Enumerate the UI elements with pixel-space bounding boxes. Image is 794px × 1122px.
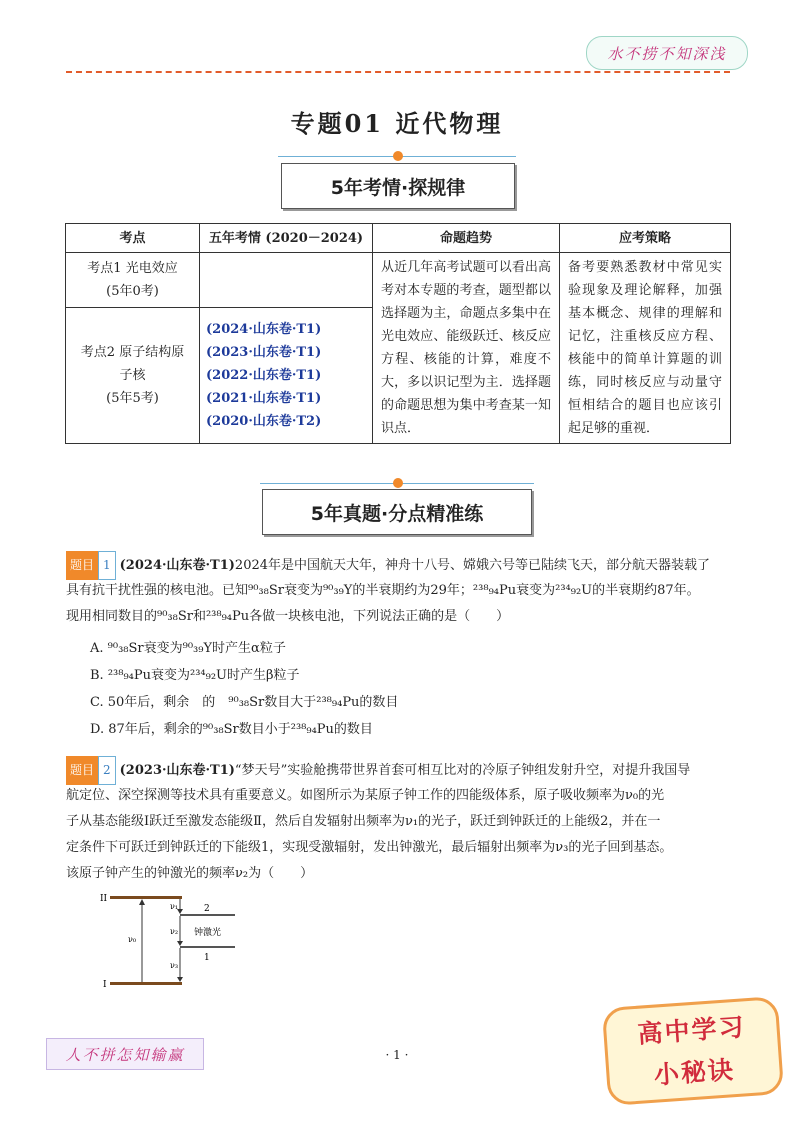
label-v2: ν₂: [170, 927, 179, 936]
table-row: [66, 253, 731, 308]
question-2-line3: 子从基态能级Ⅰ跃迁至激发态能级Ⅱ，然后自发辐射出频率为ν₁的光子，跃迁到钟跃迁的上能级2，并在一: [66, 814, 661, 829]
option-d[interactable]: D. 87年后，剩余的⁹⁰₃₈Sr数目小于²³⁸₉₄Pu的数目: [90, 722, 373, 737]
banner1-dot: [393, 151, 403, 161]
label-v1: ν₁: [170, 902, 179, 911]
option-a[interactable]: A. ⁹⁰₃₈Sr衰变为⁹⁰₃₉Y时产生α粒子: [90, 641, 286, 656]
question-number: 1: [98, 551, 116, 580]
label-v3: ν₃: [170, 961, 179, 970]
topic-count: (5年5考): [106, 391, 159, 406]
question-tag: 题目: [66, 551, 98, 580]
label-level-ii: II: [100, 894, 108, 904]
level-ii-bar: [110, 896, 182, 899]
label-level-1: 1: [204, 953, 210, 963]
topic-cell: [66, 308, 200, 444]
topic-name: 考点2 原子结构原: [80, 345, 185, 360]
refs-cell: [200, 308, 373, 444]
table-header: 考点: [66, 224, 200, 253]
question-text: 2024年是中国航天大年，神舟十八号、嫦娥六号等已陆续飞天，部分航天器装载了: [234, 558, 711, 573]
stamp-line1: 高中学习: [636, 1012, 747, 1049]
exam-ref-link[interactable]: (2022·山东卷·T1): [206, 368, 322, 383]
trend-cell: 从近几年高考试题可以看出高考对本专题的考查，题型都以选择题为主，命题点多集中在光电效应、能级跃迁、核反应方程、核能的计算，难度不大，多以识记型为主．选择题的命题思想为集中考查某一知识点．: [373, 253, 560, 444]
header-divider: [66, 71, 730, 73]
v3-arrowhead: [177, 977, 183, 982]
question-source: (2023·山东卷·T1): [119, 763, 235, 778]
question-text: “梦天号”实验舱携带世界首套可相互比对的冷原子钟组发射升空，对提升我国导: [234, 763, 691, 778]
stamp-line2: 小秘诀: [653, 1055, 736, 1090]
section-banner-2: 5年真题·分点精准练: [262, 489, 532, 535]
question-1-line1: [66, 551, 732, 580]
question-source: (2024·山东卷·T1): [119, 558, 235, 573]
strategy-cell: 备考要熟悉教材中常见实验现象及理论解释，加强基本概念、规律的理解和记忆，注重核反应方程、核能中的简单计算题的训练，同时核反应与动量守恒相结合的题目也应该引起足够的重视．: [560, 253, 731, 444]
exam-ref-link[interactable]: (2021·山东卷·T1): [206, 391, 322, 406]
topic-name-cont: 子核: [119, 368, 146, 383]
question-1-line2: 具有抗干扰性强的核电池。已知⁹⁰₃₈Sr衰变为⁹⁰₃₉Y的半衰期约为29年；²³⁸₉₄Pu衰变为²³⁴₉₂U的半衰期约87年。: [66, 583, 700, 598]
exam-ref-link[interactable]: (2020·山东卷·T2): [206, 414, 322, 429]
v2-arrowhead: [177, 941, 183, 946]
v0-arrowhead: [139, 899, 145, 905]
question-2-line2: 航定位、深空探测等技术具有重要意义。如图所示为某原子钟工作的四能级体系，原子吸收频率为ν₀的光: [66, 788, 665, 803]
table-header-row: [66, 224, 731, 253]
option-c[interactable]: C. 50年后，剩余 的 ⁹⁰₃₈Sr数目大于²³⁸₉₄Pu的数目: [90, 695, 399, 710]
exam-ref-link[interactable]: (2023·山东卷·T1): [206, 345, 322, 360]
table-header: 五年考情 (2020－2024): [200, 224, 373, 253]
question-2-line5: 该原子钟产生的钟激光的频率ν₂为（ ）: [66, 866, 314, 881]
study-tips-stamp: [602, 996, 784, 1106]
option-b[interactable]: B. ²³⁸₉₄Pu衰变为²³⁴₉₂U时产生β粒子: [90, 668, 300, 683]
energy-level-diagram: [98, 890, 248, 990]
header-badge: 水不捞不知深浅: [586, 36, 748, 70]
label-v0: ν₀: [128, 935, 137, 944]
question-tag: 题目: [66, 756, 98, 785]
question-number: 2: [98, 756, 116, 785]
topic-cell: [66, 253, 200, 308]
level-2-bar: [180, 914, 235, 916]
label-level-2: 2: [204, 904, 210, 914]
banner2-dot: [393, 478, 403, 488]
level-i-bar: [110, 982, 182, 985]
question-2-line1: [66, 756, 732, 785]
refs-cell-empty: [200, 253, 373, 308]
section-banner-1: 5年考情·探规律: [281, 163, 515, 209]
exam-ref-link[interactable]: (2024·山东卷·T1): [206, 322, 322, 337]
label-clock-laser: 钟激光: [194, 928, 222, 938]
footer-badge: 人不拼怎知输赢: [46, 1038, 204, 1070]
exam-stats-table: [65, 223, 731, 444]
topic-name: 考点1 光电效应: [87, 261, 178, 276]
topic-count: (5年0考): [106, 284, 159, 299]
question-1-line3: 现用相同数目的⁹⁰₃₈Sr和²³⁸₉₄Pu各做一块核电池，下列说法正确的是（ ）: [66, 609, 510, 624]
table-header: 应考策略: [560, 224, 731, 253]
page-number: · 1 ·: [385, 1048, 409, 1062]
question-2-line4: 定条件下可跃迁到钟跃迁的下能级1，实现受激辐射，发出钟激光，最后辐射出频率为ν₃的光子回到基态。: [66, 840, 673, 855]
page-title: 专题01 近代物理: [290, 109, 504, 138]
label-level-i: I: [103, 980, 107, 990]
level-1-bar: [180, 946, 235, 948]
table-header: 命题趋势: [373, 224, 560, 253]
